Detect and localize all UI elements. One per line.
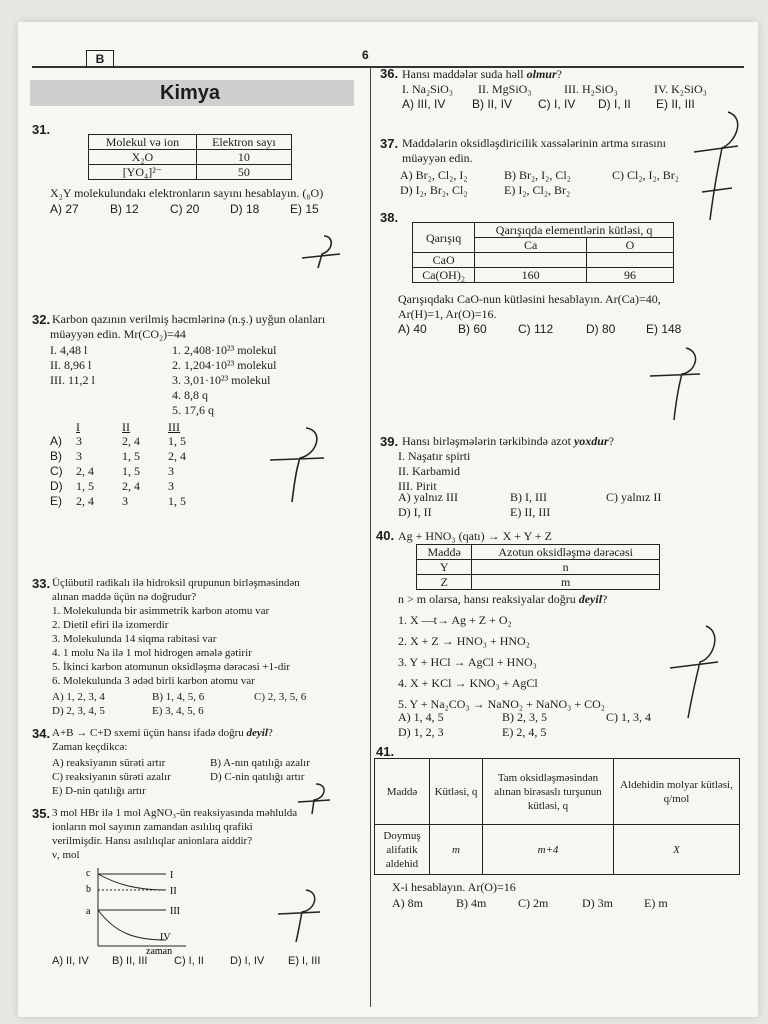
text-line: 3. Molekulunda 14 siqma rabitəsi var [52, 633, 217, 645]
handwritten-mark [266, 420, 330, 506]
option[interactable]: A) II, IV [52, 955, 89, 967]
text-line: 1. Molekulunda bir asimmetrik karbon atomu var [52, 605, 270, 617]
variant-box: B [86, 50, 114, 68]
q32-question-2: müəyyən edin. Mr(CO₂)=44 [50, 327, 186, 341]
q33-options [52, 690, 352, 718]
q41-table [374, 758, 740, 875]
option[interactable]: C) reaksiyanın sürəti azalır [52, 771, 171, 783]
option[interactable]: A) 27 [50, 202, 79, 216]
option[interactable]: E) I₂, Cl₂, Br₂ [504, 183, 571, 197]
option[interactable]: C) I, IV [538, 97, 576, 111]
curve-label: II [170, 886, 177, 897]
reaction: 2. X + Z → HNO₃ + HNO₂ [398, 634, 530, 648]
q34-question [52, 726, 362, 754]
option[interactable]: A) 1, 4, 5 [398, 710, 444, 724]
q38-cell: 96 [587, 268, 674, 283]
q32-number: 32. [32, 312, 51, 327]
text-line: 5. İkinci karbon atomunun oksidləşmə dərəcəsi +1-dir [52, 661, 291, 673]
subject-title: Kimya [160, 82, 221, 104]
q32-answers [50, 434, 186, 509]
tick-label: b [86, 884, 91, 895]
option[interactable]: E) II, III [510, 505, 551, 519]
q40-header: Maddə [417, 545, 472, 560]
list-item: 5. 17,6 q [172, 403, 214, 417]
q38-options [398, 322, 738, 337]
text-line: 2. Dietil efiri ilə izomerdir [52, 619, 169, 631]
q36-number: 36. [380, 66, 399, 81]
q35-text [52, 806, 352, 862]
curve-label: I [170, 870, 174, 881]
option[interactable]: C) Cl₂, I₂, Br₂ [612, 168, 679, 182]
option[interactable]: C) 1, 3, 4 [606, 710, 651, 724]
q40-equation: Ag + HNO₃ (qatı) → X + Y + Z [398, 529, 552, 543]
q32-right-list [172, 343, 277, 418]
text-line: alınan maddə üçün nə doğrudur? [52, 591, 197, 603]
question-text: n > m olarsa, hansı reaksiyalar doğru [398, 592, 576, 606]
list-item: IV. K₂SiO₃ [654, 82, 707, 96]
question-end: ? [556, 67, 562, 81]
curve-label: III [170, 906, 180, 917]
q38-header-mass: Qarışıqda elementlərin kütləsi, q [475, 223, 674, 238]
option[interactable]: B) 4m [456, 896, 487, 910]
q31-cell: 10 [196, 150, 291, 165]
list-item: I. 4,48 l [50, 343, 88, 357]
col-head: I [76, 420, 80, 434]
handwritten-mark [274, 884, 324, 946]
option[interactable]: C) I, II [174, 955, 204, 967]
question-emphasis: yoxdur [573, 434, 609, 448]
q35-graph [76, 864, 226, 954]
option[interactable]: C) 2m [518, 896, 549, 910]
q41-header: Tam oksidləşməsindən alınan birəsaslı turşunun kütləsi, q [483, 759, 614, 825]
option[interactable]: D) 3m [582, 896, 613, 910]
q31-header-1: Molekul və ion [89, 135, 197, 150]
option[interactable]: D) I₂, Br₂, Cl₂ [400, 183, 468, 197]
option[interactable]: A) 1, 2, 3, 4 [52, 691, 105, 703]
option[interactable]: E) 15 [290, 202, 319, 216]
option[interactable]: B) 12 [110, 202, 139, 216]
handwritten-mark [646, 344, 706, 424]
q31-cell: X₂O [89, 150, 197, 165]
list-item: III. 11,2 l [50, 373, 95, 387]
answer-row[interactable]: B) 3 1, 5 2, 4 [50, 449, 186, 463]
exam-page [18, 22, 758, 1017]
list-item: I. Naşatır spirti [398, 449, 471, 463]
question-text: Zaman keçdikcə: [52, 741, 128, 753]
q38-number: 38. [380, 210, 399, 225]
reaction: 1. X —t→ Ag + Z + O₂ [398, 613, 512, 627]
text-line: Ar(H)=1, Ar(O)=16. [398, 307, 497, 321]
column-divider [370, 67, 371, 1007]
option[interactable]: D) 18 [230, 202, 260, 216]
q39-items [398, 449, 470, 494]
option[interactable]: D) I, IV [230, 955, 265, 967]
q41-options [392, 896, 732, 911]
list-item: 2. 1,204·10²³ molekul [172, 358, 277, 372]
q41-cell: X [614, 825, 740, 875]
question-end: ? [608, 434, 614, 448]
handwritten-mark [668, 622, 722, 722]
option[interactable]: B) 2, 3, 5 [502, 710, 547, 724]
option[interactable]: D) 2, 3, 4, 5 [52, 705, 105, 717]
y-axis-label: ν, mol [52, 849, 80, 861]
text-line: 3 mol HBr ilə 1 mol AgNO₃-ün reaksiyasında məhlulda [52, 807, 298, 819]
option[interactable]: B) 1, 4, 5, 6 [152, 691, 205, 703]
q41-cell: Doymuş alifatik aldehid [375, 825, 430, 875]
handwritten-mark [692, 108, 746, 224]
reaction: 4. X + KCl → KNO₃ + AgCl [398, 676, 538, 690]
option[interactable]: D) C-nin qatılığı artır [210, 771, 305, 783]
question-emphasis: olmur [526, 67, 557, 81]
option[interactable]: C) yalnız II [606, 490, 662, 504]
q31-header-2: Elektron sayı [196, 135, 291, 150]
text-line: 4. 1 molu Na ilə 1 mol hidrogen əmələ gətirir [52, 647, 252, 659]
option[interactable]: B) II, IV [472, 97, 513, 111]
q31-options [50, 202, 350, 217]
q41-number: 41. [376, 744, 395, 759]
option[interactable]: E) D-nin qatılığı artır [52, 785, 146, 797]
option[interactable]: E) I, III [288, 955, 321, 967]
option[interactable]: E) 148 [646, 322, 682, 336]
q35-options [52, 954, 362, 968]
option[interactable]: E) 2, 4, 5 [502, 725, 547, 739]
q32-question-1: Karbon qazının verilmiş həcmlərinə (n.ş.) uyğun olanları [52, 312, 326, 326]
q40-number: 40. [376, 528, 395, 543]
list-item: 3. 3,01·10²³ molekul [172, 373, 271, 387]
q37-options [400, 168, 730, 198]
option[interactable]: B) II, III [112, 955, 148, 967]
q41-cell: m+4 [483, 825, 614, 875]
q38-cell: Ca(OH)₂ [413, 268, 475, 283]
col-head: II [122, 420, 130, 434]
question-end: ? [602, 592, 608, 606]
reaction: 3. Y + HCl → AgCl + HNO₃ [398, 655, 537, 669]
q40-cell: n [472, 560, 660, 575]
option[interactable]: A) 40 [398, 322, 427, 336]
question-text: Hansı maddələr suda həll [402, 67, 524, 81]
q38-cell: O [587, 238, 674, 253]
q41-header: Kütləsi, q [430, 759, 483, 825]
q40-header: Azotun oksidləşmə dərəcəsi [472, 545, 660, 560]
question-text: Hansı birləşmələrin tərkibində azot [402, 434, 571, 448]
list-item: II. Karbamid [398, 464, 460, 478]
q40-table [416, 544, 660, 590]
tick-label: a [86, 906, 91, 917]
page-number: 6 [362, 48, 369, 62]
option[interactable]: C) 20 [170, 202, 200, 216]
question-text: A+B → C+D sxemi üçün hansı ifadə doğru [52, 727, 244, 739]
list-item: III. H₂SiO₃ [564, 82, 618, 96]
q41-cell: m [430, 825, 483, 875]
text-line: müəyyən edin. [402, 151, 473, 165]
q40-cell: Z [417, 575, 472, 590]
option[interactable]: E) II, III [656, 97, 695, 111]
option[interactable]: C) 2, 3, 5, 6 [254, 691, 307, 703]
option[interactable]: A) III, IV [402, 97, 446, 111]
q41-question: X-i hesablayın. Ar(O)=16 [392, 880, 516, 894]
answer-row[interactable]: A) 3 2, 4 1, 5 [50, 434, 186, 448]
q38-header-mixture: Qarışıq [413, 223, 475, 253]
option[interactable]: A) 8m [392, 896, 423, 910]
q40-cell: Y [417, 560, 472, 575]
option[interactable]: A) Br₂, Cl₂, I₂ [400, 168, 468, 182]
text-line: 6. Molekulunda 3 ədəd birli karbon atomu var [52, 675, 255, 687]
q31-question: X₂Y molekulundakı elektronların sayını hesablayın. (₈O) [50, 186, 324, 200]
list-item: II. MgSiO₃ [478, 82, 532, 96]
question-end: ? [267, 727, 273, 739]
list-item: 4. 8,8 q [172, 388, 208, 402]
option[interactable]: E) 3, 4, 5, 6 [152, 705, 204, 717]
option[interactable]: E) m [644, 896, 668, 910]
question-emphasis: deyil [246, 727, 268, 739]
q40-cell: m [472, 575, 660, 590]
q38-cell: CaO [413, 253, 475, 268]
option[interactable]: D) 80 [586, 322, 616, 336]
answer-row[interactable]: D) 1, 5 2, 4 3 [50, 479, 174, 493]
col-head: III [168, 420, 180, 434]
x-axis-label: zaman [146, 946, 173, 954]
handwritten-mark [300, 230, 344, 270]
option[interactable]: D) I, II [598, 97, 631, 111]
option[interactable]: D) 1, 2, 3 [398, 725, 444, 739]
option[interactable]: A) yalnız III [398, 490, 458, 504]
q39-question [402, 434, 614, 449]
q32-left-list [50, 343, 95, 388]
q34-number: 34. [32, 726, 51, 741]
q31-cell: 50 [196, 165, 291, 180]
subject-banner [30, 80, 354, 106]
option[interactable]: B) 60 [458, 322, 487, 336]
q31-table [88, 134, 292, 180]
q39-number: 39. [380, 434, 399, 449]
curve-label: IV [160, 932, 171, 943]
list-item: I. Na₂SiO₃ [402, 82, 454, 96]
q33-text [52, 576, 362, 688]
list-item: II. 8,96 l [50, 358, 92, 372]
option[interactable]: A) reaksiyanın sürəti artır [52, 757, 166, 769]
q40-reactions [398, 610, 605, 715]
answer-row[interactable]: C) 2, 4 1, 5 3 [50, 464, 174, 478]
q31-cell: [YO₄]²⁻ [89, 165, 197, 180]
q39-options [398, 490, 728, 520]
option[interactable]: B) Br₂, I₂, Cl₂ [504, 168, 571, 182]
list-item: III. Pirit [398, 479, 437, 493]
option[interactable]: C) 112 [518, 322, 554, 336]
text-line: Üçlübutil radikalı ilə hidroksil qrupunun birləşməsindən [52, 577, 300, 589]
tick-label: c [86, 868, 91, 879]
option[interactable]: D) I, II [398, 505, 432, 519]
q40-condition [398, 592, 607, 607]
q32-col-heads [50, 420, 180, 435]
q33-number: 33. [32, 576, 51, 591]
q38-table [412, 222, 674, 283]
text-line: Qarışıqdakı CaO-nun kütləsini hesablayın. Ar(Ca)=40, [398, 292, 661, 306]
q35-number: 35. [32, 806, 51, 821]
answer-row[interactable]: E) 2, 4 3 1, 5 [50, 494, 186, 508]
q36-items [402, 82, 742, 97]
question-emphasis: deyil [578, 592, 603, 606]
q37-text [402, 136, 666, 166]
q38-question [398, 292, 748, 322]
reaction: 5. Y + Na₂CO₃ → NaNO₂ + NaNO₃ + CO₂ [398, 697, 605, 711]
q41-header: Maddə [375, 759, 430, 825]
text-line: ionların mol sayının zamandan asılılıq qrafiki [52, 821, 253, 833]
list-item: 1. 2,408·10²³ molekul [172, 343, 277, 357]
option[interactable]: B) I, III [510, 490, 547, 504]
q37-number: 37. [380, 136, 399, 151]
q41-header: Aldehidin molyar kütləsi, q/mol [614, 759, 740, 825]
q38-cell: Ca [475, 238, 587, 253]
q38-cell: 160 [475, 268, 587, 283]
option[interactable]: B) A-nın qatılığı azalır [210, 757, 310, 769]
q31-number: 31. [32, 122, 51, 137]
text-line: verilmişdir. Hansı asılılıqlar anionlara aiddir? [52, 835, 253, 847]
text-line: Maddələrin oksidləşdiricilik xassələrinin artma sırasını [402, 136, 666, 150]
q36-question [402, 67, 562, 82]
q36-options [402, 97, 742, 112]
